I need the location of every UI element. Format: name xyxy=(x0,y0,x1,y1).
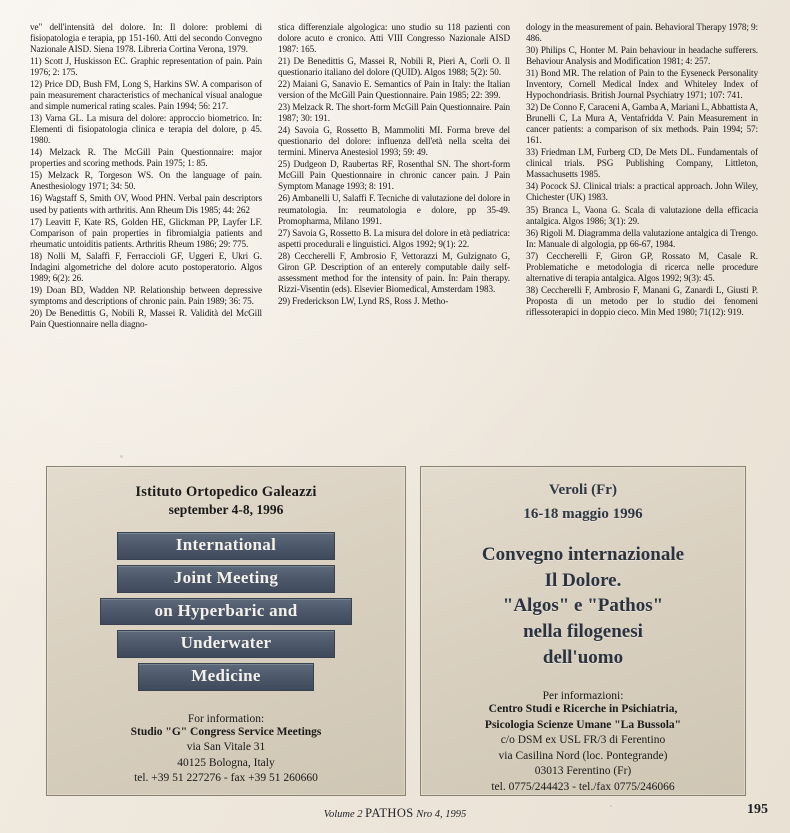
reference-item: 13) Varna GL. La misura del dolore: approccio biometrico. In: Elementi di fisiopatologia clinica e terapia del dolore, p 45. 1980. xyxy=(30,113,262,146)
ad-address-line: 03013 Ferentino (Fr) xyxy=(534,765,632,778)
page-footer xyxy=(0,806,790,821)
reference-item: 22) Maiani G, Sanavio E. Semantics of Pain in Italy: the Italian version of the McGill Pain Questionnaire. Pain 1985; 22: 399. xyxy=(278,79,510,101)
reference-item: 30) Philips C, Honter M. Pain behaviour in headache sufferers. Behaviour Analysis and Modification 1981; 4: 257. xyxy=(526,45,758,67)
reference-item: 31) Bond MR. The relation of Pain to the Eyseneck Personality Inventory, Cornell Medical Index and Whiteley Index of Hypochondriasis. British Journal Psychiatry 1971; 107: 741. xyxy=(526,68,758,101)
ad-title-line: "Algos" e "Pathos" xyxy=(502,595,664,617)
references-column-3 xyxy=(526,22,758,442)
footer-issue: Nro 4, 1995 xyxy=(416,809,467,820)
ad-title-line: nella filogenesi xyxy=(523,620,643,642)
ad-dates: september 4-8, 1996 xyxy=(168,502,284,518)
footer-volume: Volume 2 xyxy=(323,809,363,820)
ad-institute-name: Istituto Ortopedico Galeazzi xyxy=(135,484,317,500)
reference-item: 11) Scott J, Huskisson EC. Graphic representation of pain. Pain 1976; 2: 175. xyxy=(30,56,262,78)
reference-item: 18) Nolli M, Salaffi F, Ferraccioli GF, Uggeri E, Ukri G. Indagini algometriche del dolore acuto postoperatorio. Algos 1989; 6(2): 26. xyxy=(30,250,262,283)
reference-item: 19) Doan BD, Wadden NP. Relationship between depressive symptoms and descriptions of chronic pain. Pain 1989; 36: 75. xyxy=(30,284,262,306)
references-column-1 xyxy=(30,22,262,442)
reference-item: 26) Ambanelli U, Salaffi F. Tecniche di valutazione del dolore in reumatologia. In: reumatologia e dolore, pp 35-49. Promopharma, Milano 1991. xyxy=(278,193,510,226)
reference-item: dology in the measurement of pain. Behavioral Therapy 1978; 9: 486. xyxy=(526,22,758,44)
ad-info-heading: For information: xyxy=(187,712,265,725)
reference-item: stica differenziale algologica: uno studio su 118 pazienti con dolore acuto e cronico. Atti VIII Congresso Nazionale AISD 1987: 165. xyxy=(278,22,510,55)
ad-title-line: Convegno internazionale xyxy=(481,544,685,565)
ad-banner-line: on Hyperbaric and xyxy=(100,598,352,626)
paper-speck xyxy=(120,455,123,458)
ad-address-line: c/o DSM ex USL FR/3 di Ferentino xyxy=(500,734,666,747)
ad-title-line: dell'uomo xyxy=(542,646,624,668)
paper-speck xyxy=(610,805,612,807)
ad-banner-stack xyxy=(59,532,393,690)
paper-speck xyxy=(330,815,332,817)
reference-item: 15) Melzack R, Torgeson WS. On the language of pain. Anesthesiology 1971; 34: 50. xyxy=(30,170,262,192)
ad-organizer: Centro Studi e Ricerche in Psichiatria, xyxy=(488,703,678,716)
ad-organizer: Psicologia Scienze Umane "La Bussola" xyxy=(484,718,682,731)
ad-phone: tel. +39 51 227276 - fax +39 51 260660 xyxy=(134,772,318,785)
ad-info-heading: Per informazioni: xyxy=(542,690,624,703)
reference-item: 21) De Benedittis G, Massei R, Nobili R, Pieri A, Corli O. Il questionario italiano del dolore (QUID). Algos 1988; 5(2): 50. xyxy=(278,56,510,78)
reference-item: 24) Savoia G, Rossetto B, Mammoliti MI. Forma breve del questionario del dolore: influenza dell'età nella scelta dei termini. Minerva Anestesiol 1993; 59: 49. xyxy=(278,125,510,158)
page-number: 195 xyxy=(747,802,768,817)
ad-title-line: Il Dolore. xyxy=(544,569,622,591)
references-column-2 xyxy=(278,22,510,442)
reference-item: 37) Ceccherelli F, Giron GP, Rossato M, Casale R. Problematiche e metodologia di ricerca nelle procedure alternative di terapia antalgica. Algos 1992; 9(3): 45. xyxy=(526,250,758,283)
ad-convegno-dolore xyxy=(420,466,746,796)
reference-item: 16) Wagstaff S, Smith OV, Wood PHN. Verbal pain descriptors used by patients with arthritis. Ann Rheum Dis 1985; 44: 262 xyxy=(30,193,262,215)
reference-item: 38) Ceccherelli F, Ambrosio F, Manani G, Zanardi L, Giusti P. Proposta di un metodo per lo studio dei fenomeni riflessoterapici in doppio cieco. Min Med 1980; 71(12): 919. xyxy=(526,284,758,317)
ad-banner-line: Underwater xyxy=(117,630,335,658)
reference-item: 27) Savoia G, Rossetto B. La misura del dolore in età pediatrica: aspetti procedurali e linguistici. Algos 1992; 9(1): 22. xyxy=(278,227,510,249)
reference-item: 32) De Conno F, Caraceni A, Gamba A, Mariani L, Abbattista A, Brunelli C, La Mura A, Ventafridda V. Pain Measurement in cancer patients: a comparison of six methods. Pain 1994; 57: 161. xyxy=(526,102,758,146)
reference-item: 28) Ceccherelli F, Ambrosio F, Vettorazzi M, Gulzignato G, Giron GP. Description of an enterely computable daily self-assessment method for the intensity of pain. In: Pain therapy. Rizzi-Visentin (eds). Elsevier Biomedical, Amsterdam 1983. xyxy=(278,250,510,294)
advertisement-area xyxy=(46,466,746,796)
ad-address-line: via San Vitale 31 xyxy=(186,741,266,754)
reference-item: 29) Frederickson LW, Lynd RS, Ross J. Metho- xyxy=(278,295,449,306)
ad-organizer: Studio "G" Congress Service Meetings xyxy=(130,725,322,738)
reference-item: 20) De Benedittis G, Nobili R, Massei R. Validità del McGill Pain Questionnaire nella diagno- xyxy=(30,307,262,329)
ad-city: Veroli (Fr) xyxy=(549,482,617,498)
references-section xyxy=(30,22,760,442)
reference-item: ve" dell'intensità del dolore. In: Il dolore: problemi di fisiopatologia e terapia, pp 151-160. Atti del secondo Convegno Nazionale AISD. Siena 1978. Libreria Cortina Verona, 1979. xyxy=(30,22,262,55)
reference-item: 36) Rigoli M. Diagramma della valutazione antalgica di Trengo. In: Manuale di algologia, pp 66-67, 1984. xyxy=(526,227,758,249)
ad-banner-line: International xyxy=(117,532,335,560)
ad-hyperbaric-medicine xyxy=(46,466,406,796)
reference-item: 25) Dudgeon D, Raubertas RF, Rosenthal SN. The short-form McGill Pain Questionnaire in chronic cancer pain. J Pain Symptom Manage 1993; 8: 191. xyxy=(278,159,510,192)
ad-banner-line: Medicine xyxy=(138,663,314,691)
reference-item: 12) Price DD, Bush FM, Long S, Harkins SW. A comparison of pain measurement characteristics of mechanical visual analogue and simple numerical rating scales. Pain 1994; 56: 217. xyxy=(30,79,262,112)
reference-item: 35) Branca L, Vaona G. Scala di valutazione della efficacia antalgica. Algos 1986; 3(1): 29. xyxy=(526,204,758,226)
footer-journal-name: PATHOS xyxy=(365,806,414,820)
reference-item: 34) Pocock SJ. Clinical trials: a practical approach. John Wiley, Chichester (UK) 1983. xyxy=(526,181,758,203)
reference-item: 33) Friedman LM, Furberg CD, De Mets DL. Fundamentals of clinical trials. PSG Publishing Company, Littleton, Massachusetts 1985. xyxy=(526,147,758,180)
ad-address-line: 40125 Bologna, Italy xyxy=(177,756,275,769)
ad-title-block xyxy=(433,542,733,670)
ad-phone: tel. 0775/244423 - tel./fax 0775/246066 xyxy=(491,780,675,793)
reference-item: 17) Leavitt F, Kate RS, Golden HE, Glickman PP, Layfer LF. Comparison of pain properties in fibromialgia patients and rheumatic untoiditis patients. Arthritis Rheum 1986; 29: 775. xyxy=(30,216,262,249)
ad-banner-line: Joint Meeting xyxy=(117,565,335,593)
ad-address-line: via Casilina Nord (loc. Pontegrande) xyxy=(498,749,668,762)
ad-dates: 16-18 maggio 1996 xyxy=(523,505,643,522)
reference-item: 14) Melzack R. The McGill Pain Questionnaire: major properties and scoring methods. Pain 1975; 1: 85. xyxy=(30,147,262,169)
reference-item: 23) Melzack R. The short-form McGill Pain Questionnaire. Pain 1987; 30: 191. xyxy=(278,102,510,124)
